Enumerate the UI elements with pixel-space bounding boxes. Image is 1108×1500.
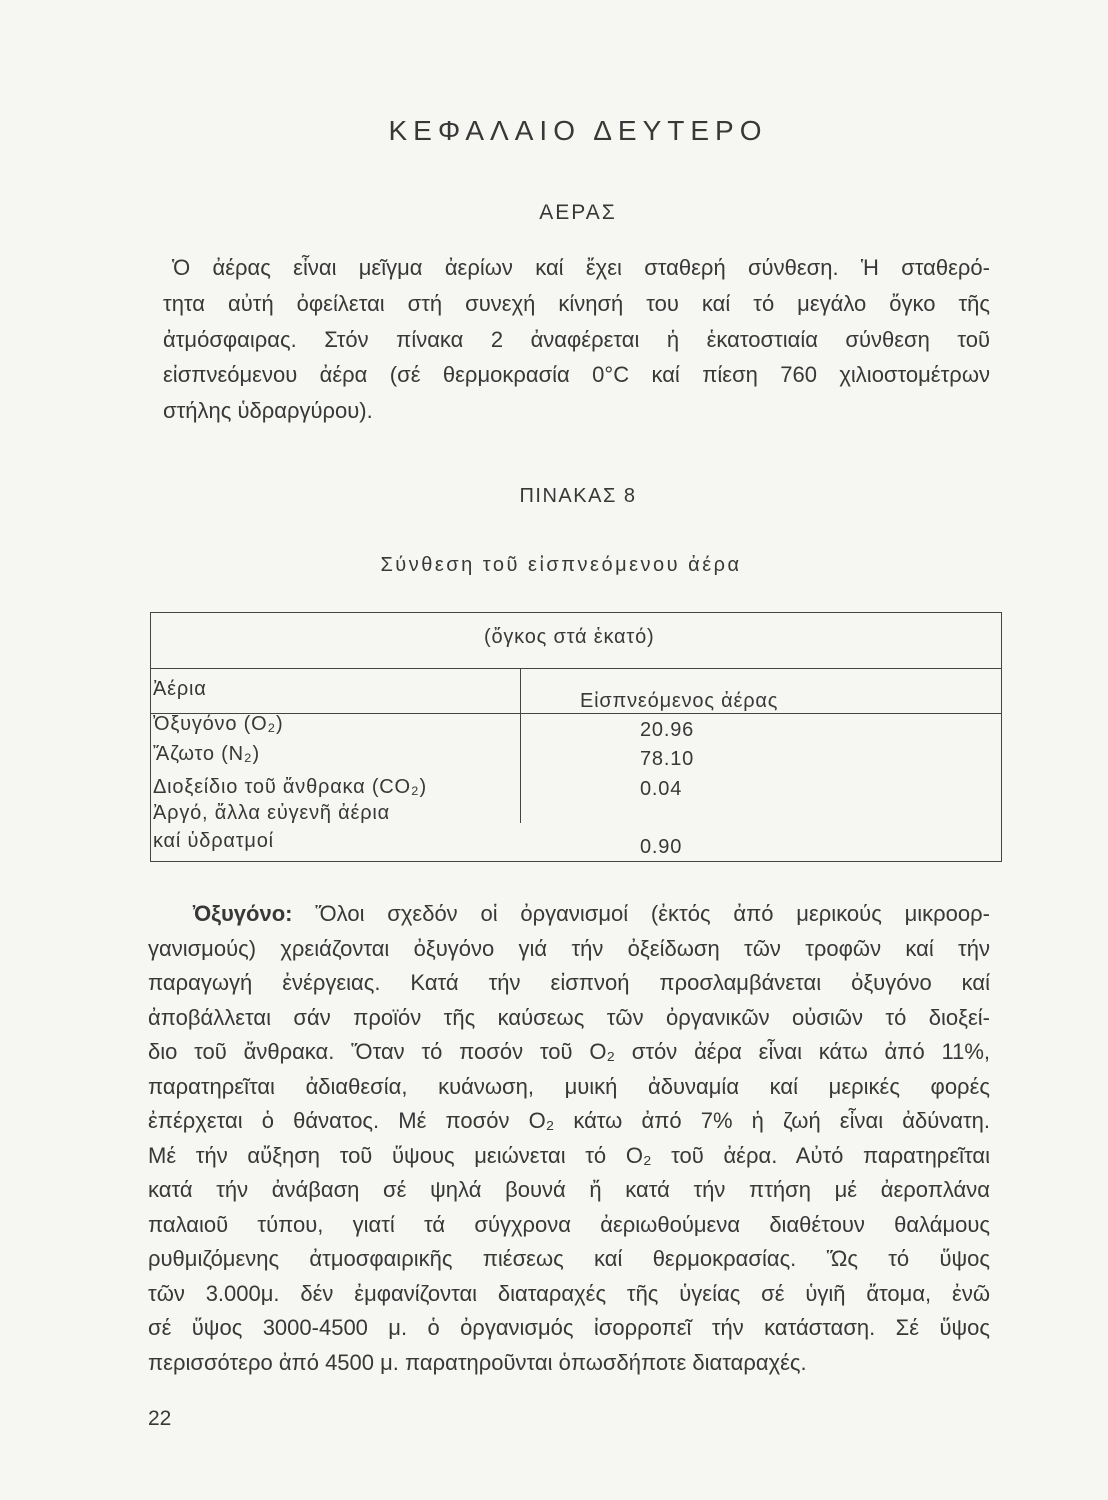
table-row-co2-gas: Διοξείδιο τοῦ ἄνθρακα (CO₂) — [153, 776, 427, 798]
intro-paragraph — [163, 250, 990, 429]
oxygen-paragraph — [148, 897, 990, 1380]
table-row-oxygen-gas: Ὀξυγόνο (O₂) — [153, 713, 284, 735]
oxygen-line: περισσότερο ἀπό 4500 μ. παρατηροῦνται ὁπωσδήποτε διαταραχές. — [148, 1349, 807, 1375]
oxygen-line: Μέ τήν αὔξηση τοῦ ὕψους μειώνεται τό O₂ τοῦ ἀέρα. Αὐτό παρατηρεῖται — [148, 1142, 990, 1168]
oxygen-term: Ὀξυγόνο: — [193, 901, 293, 926]
intro-line: στήλης ὑδραργύρου). — [163, 398, 373, 423]
oxygen-line — [148, 897, 990, 932]
column-header-inhaled-air: Εἰσπνεόμενος ἀέρας — [580, 690, 779, 712]
page-number: 22 — [148, 1407, 172, 1430]
oxygen-first-line-text: Ὅλοι σχεδόν οἱ ὀργανισμοί (ἐκτός ἀπό μερικούς μικροορ- — [315, 901, 990, 926]
oxygen-line: ἐπέρχεται ὁ θάνατος. Μέ ποσόν O₂ κάτω ἀπό 7% ἡ ζωή εἶναι ἀδύνατη. — [148, 1108, 990, 1133]
oxygen-line: γανισμούς) χρειάζονται ὀξυγόνο γιά τήν ὀξείδωση τῶν τροφῶν καί τήν — [148, 935, 990, 961]
table-row-argon-gas-line-2: καί ὑδρατμοί — [153, 830, 274, 852]
oxygen-line: κατά τήν ἀνάβαση σέ ψηλά βουνά ἤ κατά τήν πτήση μέ ἀεροπλάνα — [148, 1177, 990, 1202]
unit-header: (ὄγκος στά ἑκατό) — [484, 626, 655, 648]
intro-line: ἀτμόσφαιρας. Στόν πίνακα 2 ἀναφέρεται ἡ ἑκατοστιαία σύνθεση τοῦ — [163, 326, 990, 352]
table-rule-unit — [151, 668, 1001, 669]
intro-line: τητα αὐτή ὀφείλεται στή συνεχή κίνησή του καί τό μεγάλο ὄγκο τῆς — [163, 290, 990, 316]
oxygen-line: παραγωγή ἐνέργειας. Κατά τήν εἰσπνοή προσλαμβάνεται ὀξυγόνο καί — [148, 970, 990, 995]
table-column-divider — [520, 668, 521, 823]
air-composition-table — [150, 612, 1002, 862]
table-row-argon-value: 0.90 — [640, 836, 683, 858]
table-row-nitrogen-value: 78.10 — [640, 748, 695, 770]
intro-line: εἰσπνεόμενου ἀέρα (σέ θερμοκρασία 0°C καί πίεση 760 χιλιοστομέτρων — [163, 362, 990, 388]
intro-line: Ὁ ἀέρας εἶναι μεῖγμα ἀερίων καί ἔχει σταθερή σύνθεση. Ἡ σταθερό- — [172, 255, 990, 280]
oxygen-line: ρυθμιζόμενης ἀτμοσφαιρικῆς πιέσεως καί θερμοκρασίας. Ὥς τό ὕψος — [148, 1246, 990, 1271]
column-header-gas: Ἀέρια — [153, 678, 207, 700]
oxygen-line: σέ ὕψος 3000-4500 μ. ὁ ὀργανισμός ἰσορροπεῖ τήν κατάσταση. Σέ ὕψος — [148, 1315, 990, 1340]
table-caption: Σύνθεση τοῦ εἰσπνεόμενου ἀέρα — [380, 554, 742, 576]
table-row-nitrogen-gas: Ἄζωτο (N₂) — [153, 743, 260, 765]
oxygen-line: ἀποβάλλεται σάν προϊόν τῆς καύσεως τῶν ὀργανικῶν οὐσιῶν τό διοξεί- — [148, 1004, 990, 1030]
chapter-title: ΚΕΦΑΛΑΙΟ ΔΕΥΤΕΡΟ — [388, 115, 768, 146]
table-row-argon-gas-line-1: Ἀργό, ἄλλα εὐγενῆ ἀέρια — [153, 802, 391, 824]
table-row-oxygen-value: 20.96 — [640, 719, 695, 741]
table-row-co2-value: 0.04 — [640, 778, 683, 800]
table-label: ΠΙΝΑΚΑΣ 8 — [519, 485, 637, 507]
oxygen-line: διο τοῦ ἄνθρακα. Ὅταν τό ποσόν τοῦ O₂ στόν ἀέρα εἶναι κάτω ἀπό 11%, — [148, 1039, 990, 1064]
oxygen-line: παλαιοῦ τύπου, γιατί τά σύγχρονα ἀεριωθούμενα διαθέτουν θαλάμους — [148, 1211, 990, 1237]
section-title: ΑΕΡΑΣ — [539, 201, 617, 224]
oxygen-line: παρατηρεῖται ἀδιαθεσία, κυάνωση, μυική ἀδυναμία καί μερικές φορές — [148, 1073, 990, 1099]
oxygen-line: τῶν 3.000μ. δέν ἐμφανίζονται διαταραχές τῆς ὑγείας σέ ὑγιῆ ἄτομα, ἐνῶ — [148, 1280, 990, 1306]
